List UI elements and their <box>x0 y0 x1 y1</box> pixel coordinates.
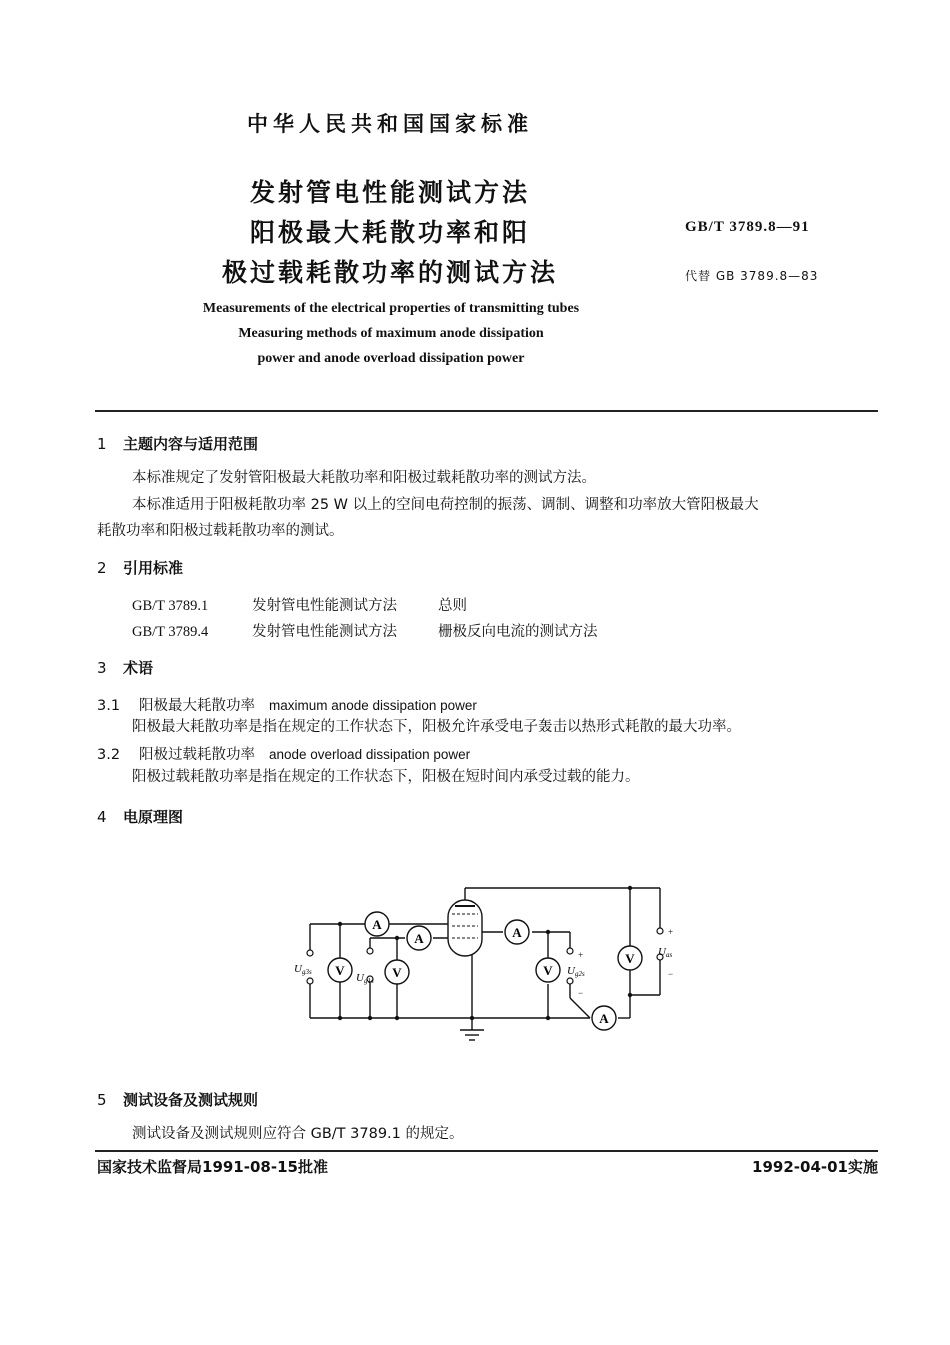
section-2-heading <box>97 557 183 578</box>
term-number: 3.1 <box>97 698 121 714</box>
section-3-title: 术语 <box>123 659 154 677</box>
section-5-title: 测试设备及测试规则 <box>123 1091 259 1109</box>
english-title-line-1: Measurements of the electrical properties of transmitting tubes <box>202 301 580 316</box>
section-1-para-2-line-1: 本标准适用于阳极耗散功率 25 W 以上的空间电荷控制的振荡、调制、调整和功率放大管阳极最大 <box>132 497 759 513</box>
meter-label: V <box>335 963 345 978</box>
term-3-1 <box>97 694 477 715</box>
reference-item <box>132 594 467 615</box>
english-title-line-2: Measuring methods of maximum anode dissipation <box>238 326 544 341</box>
section-5-para-1: 测试设备及测试规则应符合 GB/T 3789.1 的规定。 <box>132 1126 464 1142</box>
section-2-title: 引用标准 <box>123 559 184 577</box>
meter-label: A <box>372 917 382 932</box>
section-1-number: 1 <box>97 435 107 453</box>
term-3-1-definition: 阳极最大耗散功率是指在规定的工作状态下，阳极允许承受电子轰击以热形式耗散的最大功率。 <box>132 719 741 735</box>
reference-code: GB/T 3789.4 <box>132 624 209 640</box>
reference-code: GB/T 3789.1 <box>132 598 209 614</box>
voltmeter <box>536 958 560 982</box>
section-4-heading <box>97 806 183 827</box>
reference-subtitle: 栅极反向电流的测试方法 <box>438 624 598 640</box>
section-1-heading <box>97 433 258 454</box>
meter-label: V <box>543 963 553 978</box>
section-1-title: 主题内容与适用范围 <box>123 435 259 453</box>
minus-sign: − <box>668 969 674 979</box>
national-standard-label: 中华人民共和国国家标准 <box>247 112 533 136</box>
title-line-2: 阳极最大耗散功率和阳 <box>249 218 530 247</box>
reference-title: 发射管电性能测试方法 <box>252 624 397 640</box>
voltmeter <box>328 958 352 982</box>
meter-label: A <box>599 1011 609 1026</box>
ammeter <box>365 912 389 936</box>
term-number: 3.2 <box>97 747 121 763</box>
implementation-date: 1992-04-01实施 <box>752 1158 878 1176</box>
reference-item <box>132 620 598 641</box>
footer-divider <box>95 1150 878 1152</box>
replaces-code: 代替 GB 3789.8—83 <box>685 269 819 283</box>
term-chinese: 阳极过载耗散功率 <box>139 747 255 763</box>
voltage-label-ug2s: Ug2s <box>567 965 585 978</box>
term-3-2-definition: 阳极过载耗散功率是指在规定的工作状态下，阳极在短时间内承受过载的能力。 <box>132 769 640 785</box>
section-4-number: 4 <box>97 808 107 826</box>
reference-title: 发射管电性能测试方法 <box>252 598 397 614</box>
title-line-3: 极过载耗散功率的测试方法 <box>221 258 558 287</box>
section-1-para-2-line-2: 耗散功率和阳极过载耗散功率的测试。 <box>97 523 344 539</box>
reference-subtitle: 总则 <box>438 598 467 614</box>
voltmeter <box>618 946 642 970</box>
section-5-heading <box>97 1089 258 1110</box>
meter-label: A <box>512 925 522 940</box>
standard-code: GB/T 3789.8—91 <box>685 219 810 235</box>
voltmeter <box>385 960 409 984</box>
meter-label: V <box>625 951 635 966</box>
section-1-para-1: 本标准规定了发射管阳极最大耗散功率和阳极过载耗散功率的测试方法。 <box>132 470 596 486</box>
term-chinese: 阳极最大耗散功率 <box>139 698 255 714</box>
title-line-1: 发射管电性能测试方法 <box>249 178 530 207</box>
minus-sign: − <box>578 988 584 998</box>
plus-sign: + <box>668 927 674 937</box>
approval-date: 国家技术监督局1991-08-15批准 <box>97 1158 328 1176</box>
voltage-label-ug3s: Ug3s <box>294 963 312 976</box>
term-english: anode overload dissipation power <box>269 747 471 762</box>
plus-sign: + <box>578 950 584 960</box>
voltage-label-ug1s: Ug1s <box>356 972 374 985</box>
ammeter <box>505 920 529 944</box>
ammeter <box>407 926 431 950</box>
section-4-title: 电原理图 <box>123 808 184 826</box>
section-3-heading <box>97 657 153 678</box>
circuit-diagram <box>280 880 700 1050</box>
meter-label: A <box>414 931 424 946</box>
meter-label: V <box>392 965 402 980</box>
section-5-number: 5 <box>97 1091 107 1109</box>
header-divider <box>95 410 878 412</box>
section-2-number: 2 <box>97 559 107 577</box>
term-english: maximum anode dissipation power <box>269 698 477 713</box>
junction-dots <box>338 886 632 1020</box>
voltage-label-uas: Uas <box>658 946 673 959</box>
english-title-line-3: power and anode overload dissipation power <box>257 351 525 366</box>
section-3-number: 3 <box>97 659 107 677</box>
term-3-2 <box>97 743 470 764</box>
ammeter <box>592 1006 616 1030</box>
